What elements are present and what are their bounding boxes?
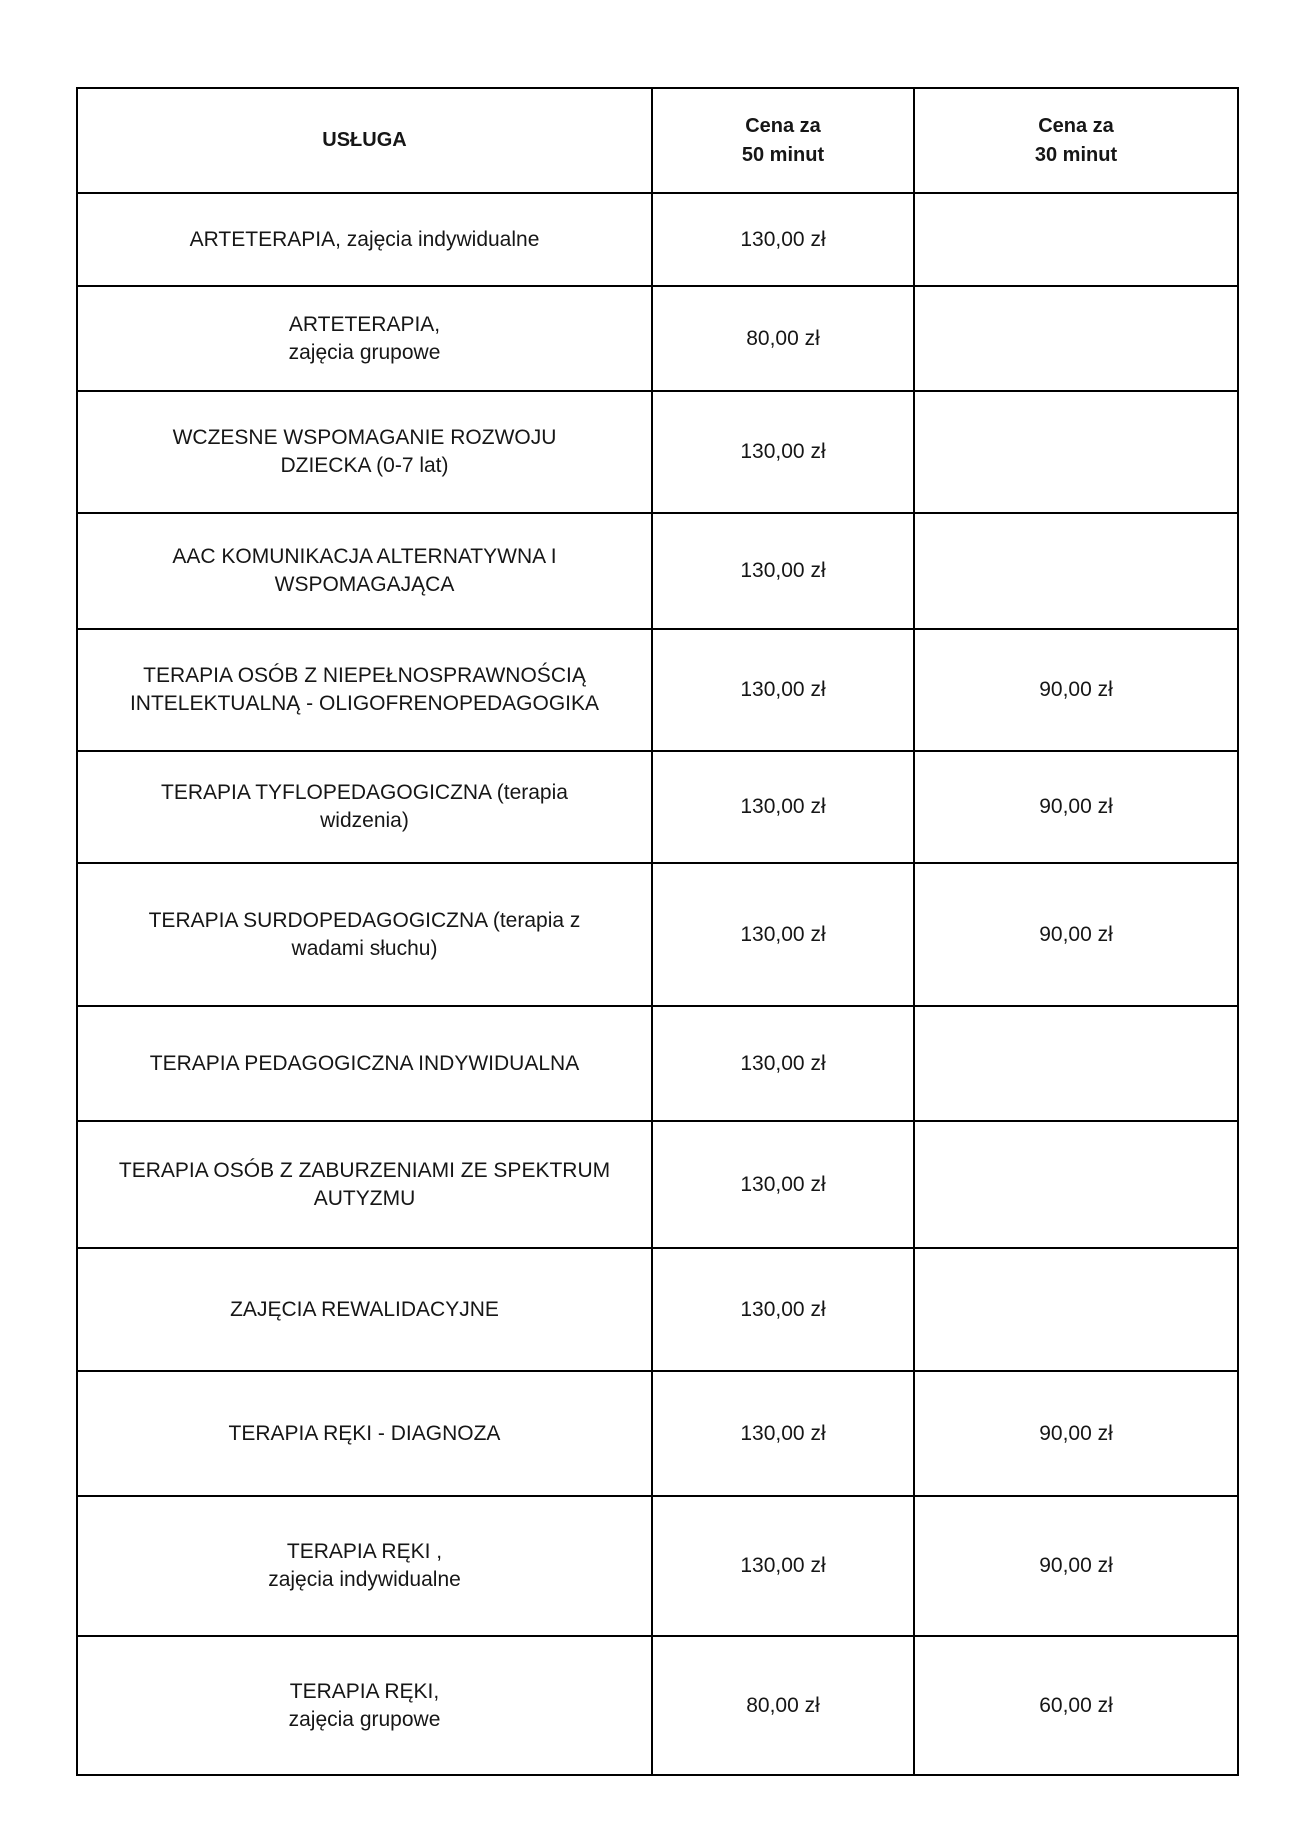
price-50-cell: 130,00 zł <box>652 1496 914 1636</box>
price-30-cell <box>914 286 1238 391</box>
service-line: widzenia) <box>320 809 409 832</box>
service-line: DZIECKA (0-7 lat) <box>280 454 449 477</box>
price-50-cell: 130,00 zł <box>652 629 914 751</box>
price-50-cell: 80,00 zł <box>652 286 914 391</box>
service-line: WCZESNE WSPOMAGANIE ROZWOJU <box>172 426 557 450</box>
service-line: TERAPIA OSÓB Z ZABURZENIAMI ZE SPEKTRUM <box>118 1158 611 1182</box>
table-row <box>77 1371 1238 1496</box>
table-row <box>77 1006 1238 1121</box>
service-line: TERAPIA PEDAGOGICZNA INDYWIDUALNA <box>149 1051 580 1075</box>
price-30-cell <box>914 193 1238 286</box>
price-50-cell: 130,00 zł <box>652 1006 914 1121</box>
header-cena-30 <box>914 88 1238 193</box>
table-row <box>77 391 1238 513</box>
price-30-cell: 90,00 zł <box>914 1371 1238 1496</box>
price-30-cell: 60,00 zł <box>914 1636 1238 1775</box>
header-cena-50-line1: Cena za <box>745 114 821 137</box>
table-row <box>77 629 1238 751</box>
table-row <box>77 1496 1238 1636</box>
service-cell <box>77 629 652 751</box>
price-50-cell: 130,00 zł <box>652 391 914 513</box>
service-line: TERAPIA RĘKI, <box>289 1679 440 1703</box>
table-row <box>77 1121 1238 1248</box>
service-line: TERAPIA SURDOPEDAGOGICZNA (terapia z <box>148 908 581 932</box>
header-usluga <box>77 88 652 193</box>
table-row <box>77 751 1238 863</box>
price-30-cell <box>914 391 1238 513</box>
price-30-cell: 90,00 zł <box>914 629 1238 751</box>
price-table <box>76 87 1239 1776</box>
service-cell <box>77 391 652 513</box>
service-line: ARTETERAPIA, <box>288 312 441 336</box>
table-row <box>77 1636 1238 1775</box>
service-cell <box>77 1371 652 1496</box>
header-cena-30-line2: 30 minut <box>1034 143 1118 166</box>
service-line: INTELEKTUALNĄ - OLIGOFRENOPEDAGOGIKA <box>129 692 600 715</box>
service-line: TERAPIA TYFLOPEDAGOGICZNA (terapia <box>161 781 568 805</box>
table-row <box>77 1248 1238 1371</box>
price-50-cell: 130,00 zł <box>652 1248 914 1371</box>
price-50-cell: 130,00 zł <box>652 193 914 286</box>
service-cell <box>77 513 652 629</box>
service-line: TERAPIA OSÓB Z NIEPEŁNOSPRAWNOŚCIĄ <box>143 664 586 688</box>
service-line: zajęcia indywidualne <box>268 1568 461 1591</box>
table-header-row <box>77 88 1238 193</box>
header-cena-50-line2: 50 minut <box>741 143 825 166</box>
price-50-cell: 130,00 zł <box>652 1371 914 1496</box>
price-50-cell: 130,00 zł <box>652 751 914 863</box>
price-50-cell: 130,00 zł <box>652 513 914 629</box>
service-line: wadami słuchu) <box>291 936 438 960</box>
price-30-cell: 90,00 zł <box>914 863 1238 1006</box>
service-line: TERAPIA RĘKI , <box>286 1540 443 1564</box>
service-cell <box>77 751 652 863</box>
service-cell <box>77 1006 652 1121</box>
service-cell <box>77 1636 652 1775</box>
header-cena-50 <box>652 88 914 193</box>
price-30-cell: 90,00 zł <box>914 1496 1238 1636</box>
service-cell <box>77 1248 652 1371</box>
service-cell <box>77 1121 652 1248</box>
service-cell <box>77 193 652 286</box>
service-line: TERAPIA RĘKI - DIAGNOZA <box>228 1421 501 1445</box>
service-line: ARTETERAPIA, zajęcia indywidualne <box>189 227 540 251</box>
service-line: AUTYZMU <box>313 1186 416 1210</box>
service-line: ZAJĘCIA REWALIDACYJNE <box>230 1297 499 1321</box>
service-cell <box>77 286 652 391</box>
service-cell <box>77 1496 652 1636</box>
service-line: zajęcia grupowe <box>288 1707 441 1731</box>
header-cena-30-line1: Cena za <box>1038 114 1114 137</box>
price-30-cell <box>914 1121 1238 1248</box>
price-50-cell: 130,00 zł <box>652 863 914 1006</box>
service-line: WSPOMAGAJĄCA <box>274 573 455 596</box>
header-usluga-label: USŁUGA <box>322 129 407 151</box>
price-30-cell <box>914 513 1238 629</box>
service-cell <box>77 863 652 1006</box>
price-50-cell: 130,00 zł <box>652 1121 914 1248</box>
price-30-cell <box>914 1006 1238 1121</box>
service-line: zajęcia grupowe <box>288 340 441 364</box>
table-row <box>77 513 1238 629</box>
service-line: AAC KOMUNIKACJA ALTERNATYWNA I <box>172 545 557 569</box>
price-30-cell: 90,00 zł <box>914 751 1238 863</box>
table-row <box>77 193 1238 286</box>
table-row <box>77 863 1238 1006</box>
price-30-cell <box>914 1248 1238 1371</box>
price-50-cell: 80,00 zł <box>652 1636 914 1775</box>
table-row <box>77 286 1238 391</box>
